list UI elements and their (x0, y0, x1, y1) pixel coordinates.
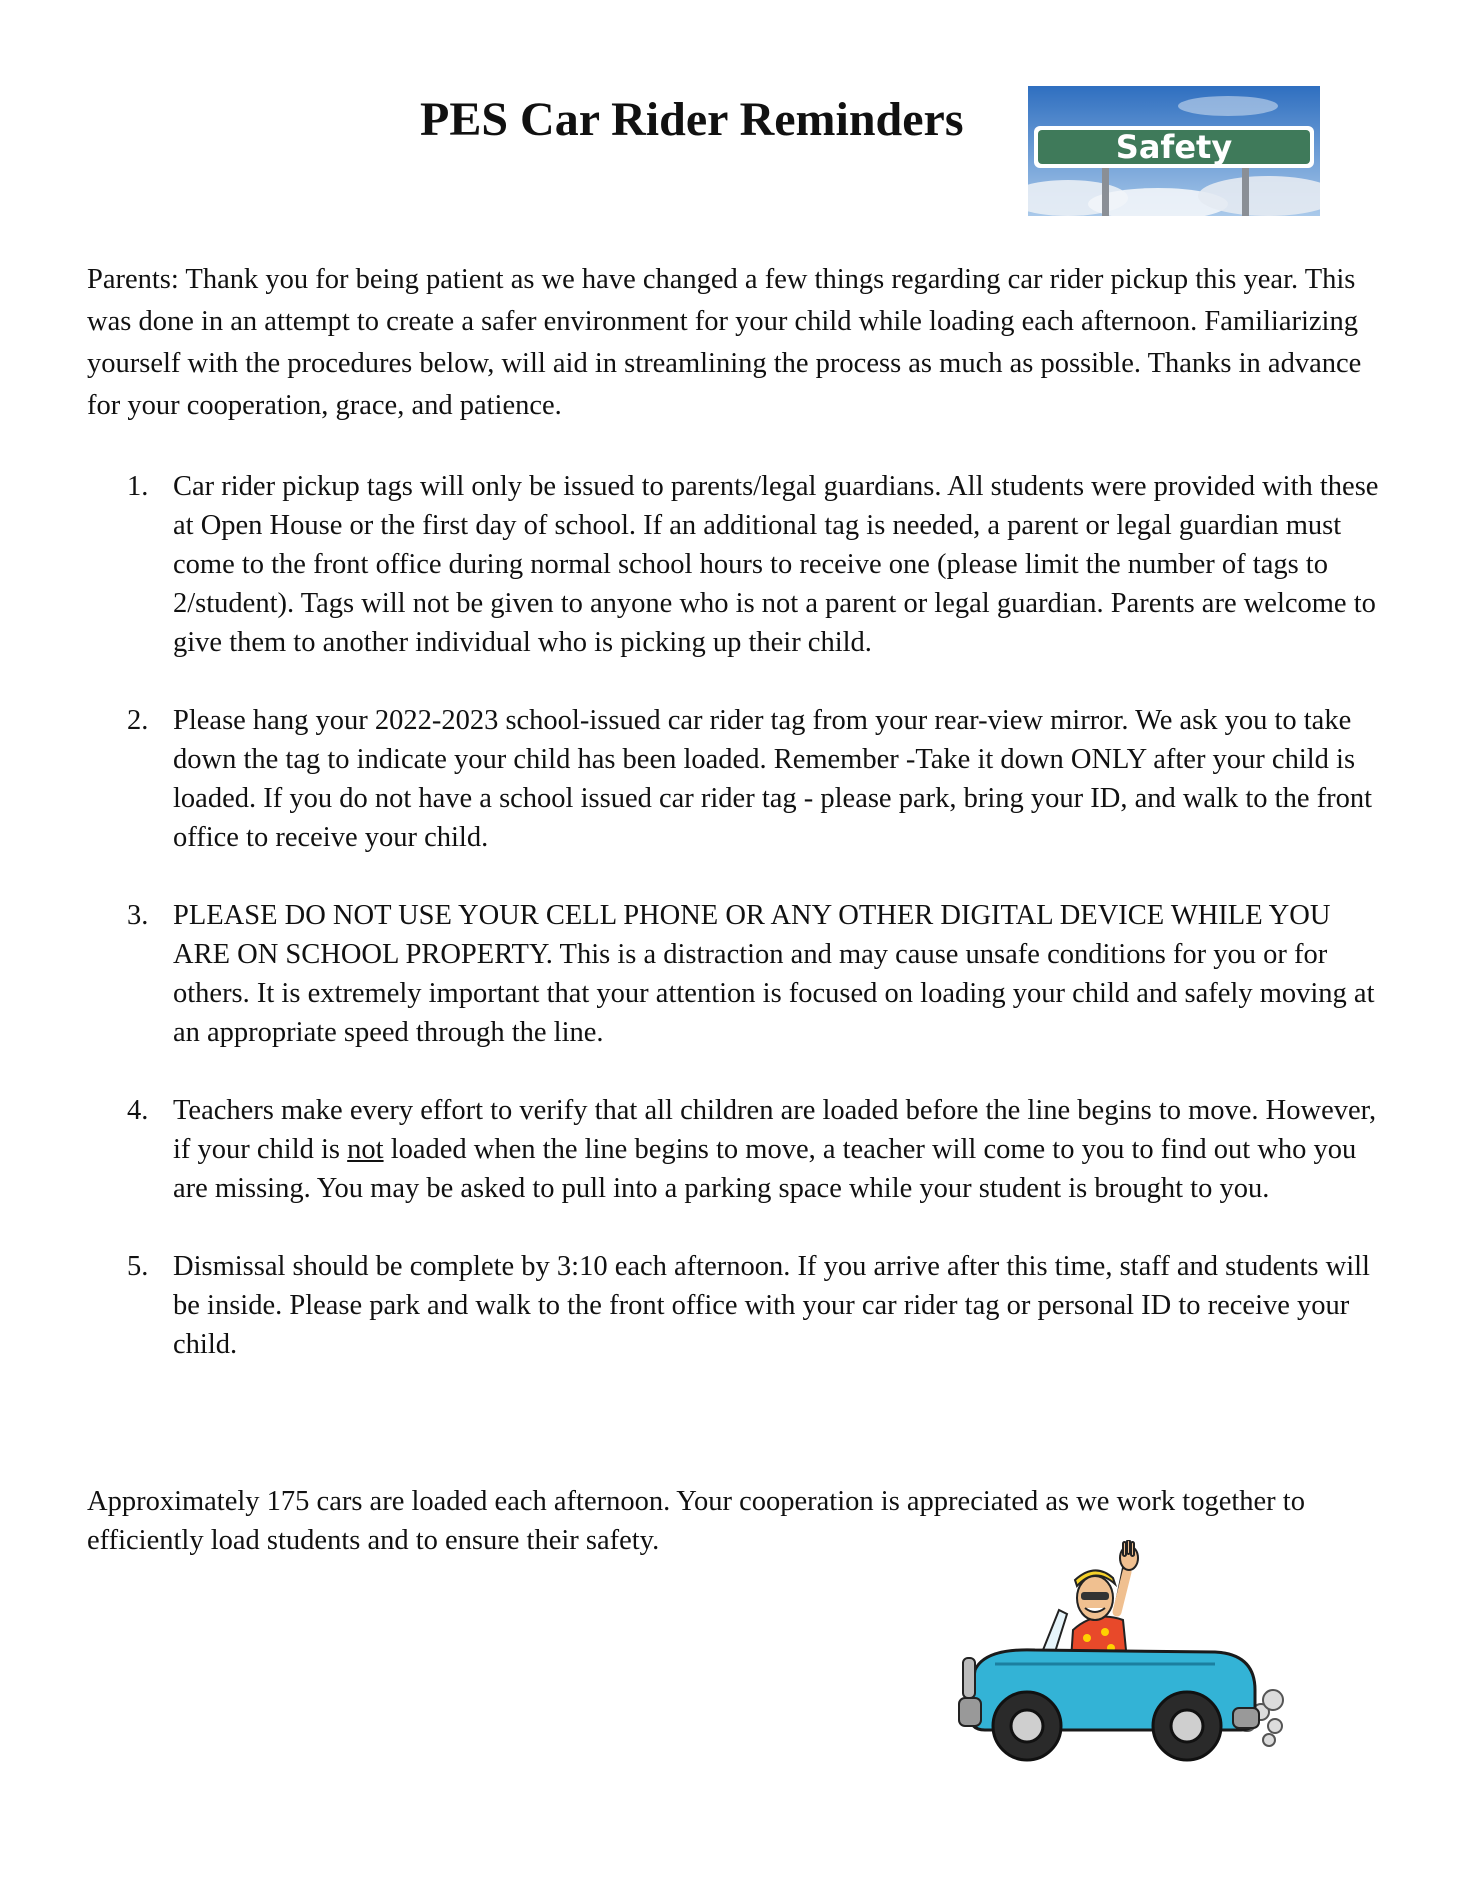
item-text: Dismissal should be complete by 3:10 each afternoon. If you arrive after this time, staff and students will be inside. Please park and walk to the front office with your car rider tag or personal ID to receive your child. (173, 1251, 1370, 1360)
item-text: PLEASE DO NOT USE YOUR CELL PHONE OR ANY OTHER DIGITAL DEVICE WHILE YOU ARE ON SCHOOL PROPERTY. This is a distraction and may cause unsafe conditions for you or for others. It is extremely important that your attention is focused on loading your child and safely moving at an appropriate speed through the line. (173, 900, 1375, 1048)
emphasis-text: not (347, 1134, 384, 1165)
safety-sign-icon (1028, 86, 1320, 216)
waving-driver-car-icon (955, 1540, 1295, 1770)
item-number: 4. (127, 1095, 149, 1126)
item-number: 5. (127, 1251, 149, 1282)
item-text-after: loaded when the line begins to move, a teacher will come to you to find out who you are missing. You may be asked to pull into a parking space while your student is brought to you. (173, 1134, 1357, 1204)
intro-paragraph: Parents: Thank you for being patient as we have changed a few things regarding car rider pickup this year. This was done in an attempt to create a safer environment for your child while loading each afternoon. Familiarizing yourself with the procedures below, will aid in streamlining the process as much as possible. Thanks in advance for your cooperation, grace, and patience. (87, 264, 1362, 421)
item-number: 1. (127, 471, 149, 502)
item-text: Car rider pickup tags will only be issued to parents/legal guardians. All students were provided with these at Open House or the first day of school. If an additional tag is needed, a parent or legal guardian must come to the front office during normal school hours to receive one (please limit the number of tags to 2/student). Tags will not be given to anyone who is not a parent or legal guardian. Parents are welcome to give them to another individual who is picking up their child. (173, 471, 1379, 658)
page-title: PES Car Rider Reminders (420, 93, 964, 146)
item-text-before: Teachers make every effort to verify that all children are loaded before the line begins to move. However, if your child is (173, 1095, 1377, 1165)
list-item (87, 896, 1387, 1052)
reminder-list (87, 467, 1387, 1403)
item-number: 3. (127, 900, 149, 931)
list-item (87, 1247, 1387, 1364)
list-item (87, 701, 1387, 857)
list-item (87, 467, 1387, 662)
item-number: 2. (127, 705, 149, 736)
item-text: Please hang your 2022-2023 school-issued car rider tag from your rear-view mirror. We ask you to take down the tag to indicate your child has been loaded. Remember -Take it down ONLY after your child is loaded. If you do not have a school issued car rider tag - please park, bring your ID, and walk to the front office to receive your child. (173, 705, 1373, 853)
safety-sign-text: Safety (1115, 128, 1233, 166)
item-text (173, 1095, 1376, 1204)
list-item (87, 1091, 1387, 1208)
closing-paragraph: Approximately 175 cars are loaded each afternoon. Your cooperation is appreciated as we work together to efficiently load students and to ensure their safety. (87, 1486, 1305, 1556)
